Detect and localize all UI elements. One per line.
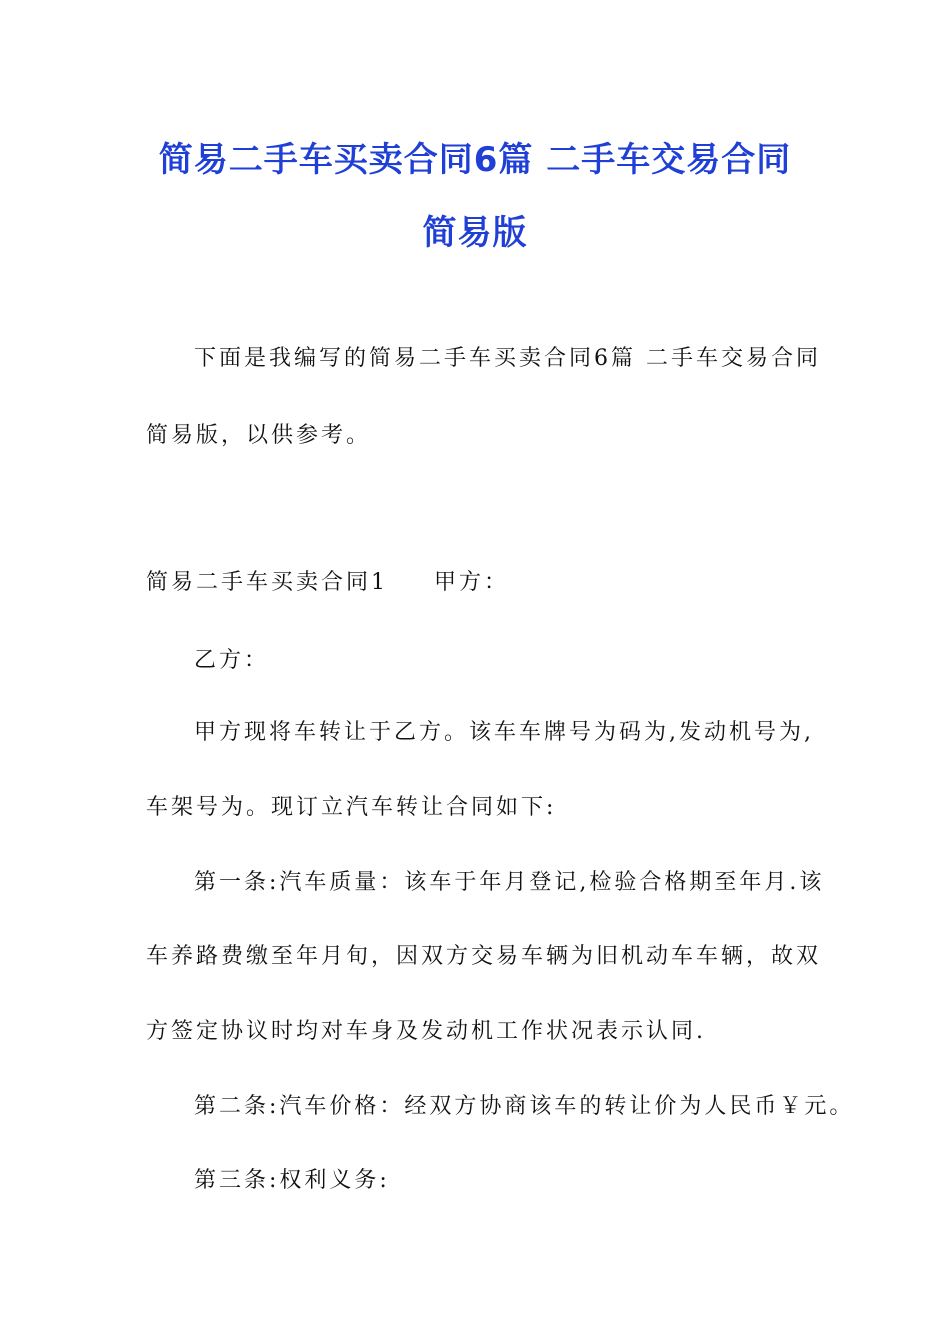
contract-heading: 简易二手车买卖合同1 [146, 570, 388, 595]
contract-heading-row [146, 572, 509, 594]
para1-line-1: 甲方现将车转让于乙方。该车车牌号为码为,发动机号为, [194, 720, 814, 745]
para1-line-2: 车架号为。现订立汽车转让合同如下: [146, 795, 557, 820]
party-a-label: 甲方： [434, 570, 510, 595]
document-title-line-2: 简易版 [422, 213, 528, 253]
article1-line-2: 车养路费缴至年月旬，因双方交易车辆为旧机动车车辆，故双 [146, 944, 822, 969]
party-b-label: 乙方： [194, 648, 270, 673]
article1-line-1: 第一条:汽车质量：该车于年月登记,检验合格期至年月.该 [194, 870, 825, 895]
document-title-line-1: 简易二手车买卖合同6篇 二手车交易合同 [158, 140, 792, 180]
intro-line-1: 下面是我编写的简易二手车买卖合同6篇 二手车交易合同 [194, 346, 821, 371]
article1-line-3: 方签定协议时均对车身及发动机工作状况表示认同. [146, 1019, 706, 1044]
article3-line: 第三条:权利义务: [194, 1168, 390, 1193]
intro-line-2: 简易版，以供参考。 [146, 423, 372, 448]
article2-line: 第二条:汽车价格：经双方协商该车的转让价为人民币￥元。 [194, 1094, 855, 1119]
